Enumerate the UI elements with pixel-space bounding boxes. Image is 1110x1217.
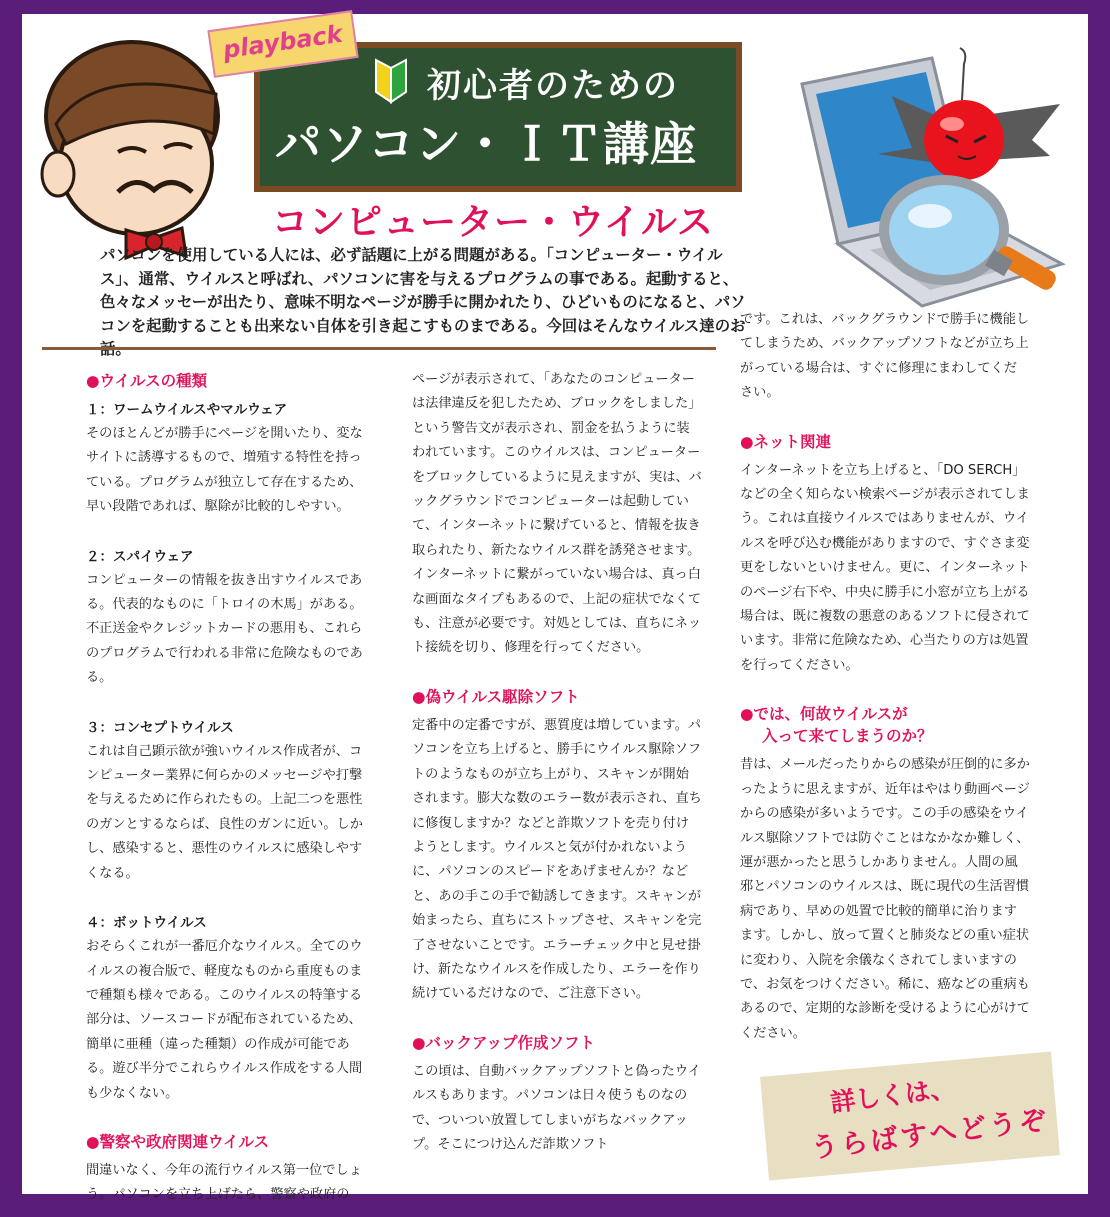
board-title: パソコン・ＩＴ講座 [275,117,698,171]
virus-type-body: コンピューターの情報を抜き出すウイルスである。代表的なものに「トロイの木馬」がある。不正送金やクレジットカードの悪用も、これらのプログラムで行われる非常に危険なものである。 [86,572,363,686]
virus-type-body: そのほとんどが勝手にページを開いたり、変なサイトに誘導するもので、増殖する特性を持っている。プログラムが独立して存在するため、早い段階であれば、駆除が比較的しやすい。 [86,426,363,515]
board-subtitle: 初心者のための [427,66,679,106]
topic-title: コンピューター・ウイルス [272,202,714,243]
virus-type-body: これは自己顕示欲が強いウイルス作成者が、コンピューター業界に何らかのメッセージや打撃を与えるために作られたもの。上記二つを悪性のガンとするならば、良性のガンに近い。しかし、感染すると、悪性のウイルスに感染しやすくなる。 [86,743,363,881]
beginner-leaf-icon [374,60,408,104]
magnifier-icon [880,172,1070,312]
column-3 [740,308,1030,1046]
why-body: 昔は、メールだったりからの感染が圧倒的に多かったように思えますが、近年はやはり動画ページからの感染が多いようです。この手の感染をウイルス駆除ソフトでは防ぐことはなかなか難しく、運が悪かったと思うしかありません。人間の風邪とパソコンのウイルスは、既に現代の生活習慣病であり、早めの処置で比較的簡単に治りますます。しかし、放って置くと肺炎などの重い症状に変わり、入院を余儀なくされてしまいますので、お気をつけください。稀に、癌などの重病もあるので、定期的な診断を受けるように心がけてください。 [740,757,1030,1041]
cartoon-boy-icon [36,24,226,264]
virus-type-title: ３：コンセプトウイルス [86,719,234,736]
virus-type-body: おそらくこれが一番厄介なウイルス。全てのウイルスの複合版で、軽度なものから重度ものまで種類も様々である。このウイルスの特筆する部分は、ソースコードが配布されているため、簡単に亜種（違った種類）の作成が可能である。遊び半分でこれらウイルス作成をする人間も少なくない。 [86,939,363,1101]
section-heading-backup-software: ●バックアップ作成ソフト [412,1033,595,1052]
virus-type-title: ４：ボットウイルス [86,915,207,932]
header-divider [42,347,716,350]
page-frame [22,14,1088,1203]
net-body: インターネットを立ち上げると、「DO SERCH」などの全く知らない検索ページが表示されてしまう。これは直接ウイルスではありませんが、ウイルスを呼び込む機能がありますので、すぐさま変更をしないといけません。更に、インターネットのページ右下や、中央に勝手に小窓が立ち上がる場合は、既に複数の悪意のあるソフトに侵されています。非常に危険なため、心当たりの方は処置を行ってください。 [740,462,1030,673]
virus-type-title: １：ワームウイルスやマルウェア [86,402,288,418]
tape-note-line-1: 詳しくは、 [828,1073,957,1118]
section-heading-police-virus: ●警察や政府関連ウイルス [86,1132,270,1151]
tape-note-line-2: うらばすへどうぞ [809,1104,1051,1165]
column-1 [86,370,374,1208]
playback-stamp: playback [207,10,358,78]
column-2 [412,368,702,1157]
intro-text: パソコンを使用している人には、必ず話題に上がる問題がある。「コンピューター・ウイルス」、通常、ウイルスと呼ばれ、パソコンに害を与えるプログラムの事である。起動すると、色々なメッセーが出たり、意味不明なページが勝手に開かれたり、ひどいものになると、パソコンを起動することも出来ない自体を引き起こすものまである。今回はそんなウイルス達のお [100,246,746,335]
backup-software-body: この頃は、自動バックアップソフトと偽ったウイルスもあります。パソコンは日々使うものなので、ついつい放置してしまいがちなバックアップ。そこにつけ込んだ詐欺ソフト [412,1063,701,1152]
virus-type-title: ２：スパイウェア [86,548,194,565]
section-heading-fake-antivirus: ●偽ウイルス駆除ソフト [412,687,580,706]
police-virus-body: 間違いなく、今年の流行ウイルス第一位でしょう。パソコンを立ち上げたら、警察や政府の [86,1162,362,1203]
section-heading-virus-types: ●ウイルスの種類 [86,372,208,390]
police-virus-body-cont: ページが表示されて、「あなたのコンピューターは法律違反を犯したため、ブロックをしました」という警告文が表示され、罰金を払うように装われています。このウイルスは、コンピューターをブロックしているように見えますが、実は、バックグラウンドでコンピューターは起動していて、インターネットに繋げていると、情報を抜き取られたり、新たなウイルス群を誘発させます。インターネットに繋がっていない場合は、真っ白な画面なタイプもあるので、上記の症状でなくても、注意が必要です。対処としては、直ちにネット接続を切り、修理を行ってください。 [412,372,702,656]
section-heading-why [740,703,1030,747]
backup-software-body-cont: です。これは、バックグラウンドで勝手に機能してしまうため、バックアップソフトなどが立ち上がっている場合は、すぐに修理にまわしてください。 [740,312,1030,401]
section-heading-net: ●ネット関連 [740,432,832,451]
fake-antivirus-body: 定番中の定番ですが、悪質度は増しています。パソコンを立ち上げると、勝手にウイルス駆除ソフトのようなものが立ち上がり、スキャンが開始されます。膨大な数のエラー数が表示され、直ちに修復しますか？などと詐欺ソフトを売り付けようとします。ウイルスと気が付かれないように、パソコンのスピードをあげませんか？などと、あの手この手で勧誘してきます。スキャンが始まったら、直ちにストップさせ、スキャンを完了させないことです。エラーチェック中と見せ掛け、新たなウイルスを作成したり、エラーを作り続けているだけなので、ご注意下さい。 [412,717,702,1002]
why-heading-line-1: ●では、何故ウイルスが [740,705,908,724]
why-heading-line-2: 入って来てしまうのか？ [762,727,933,746]
